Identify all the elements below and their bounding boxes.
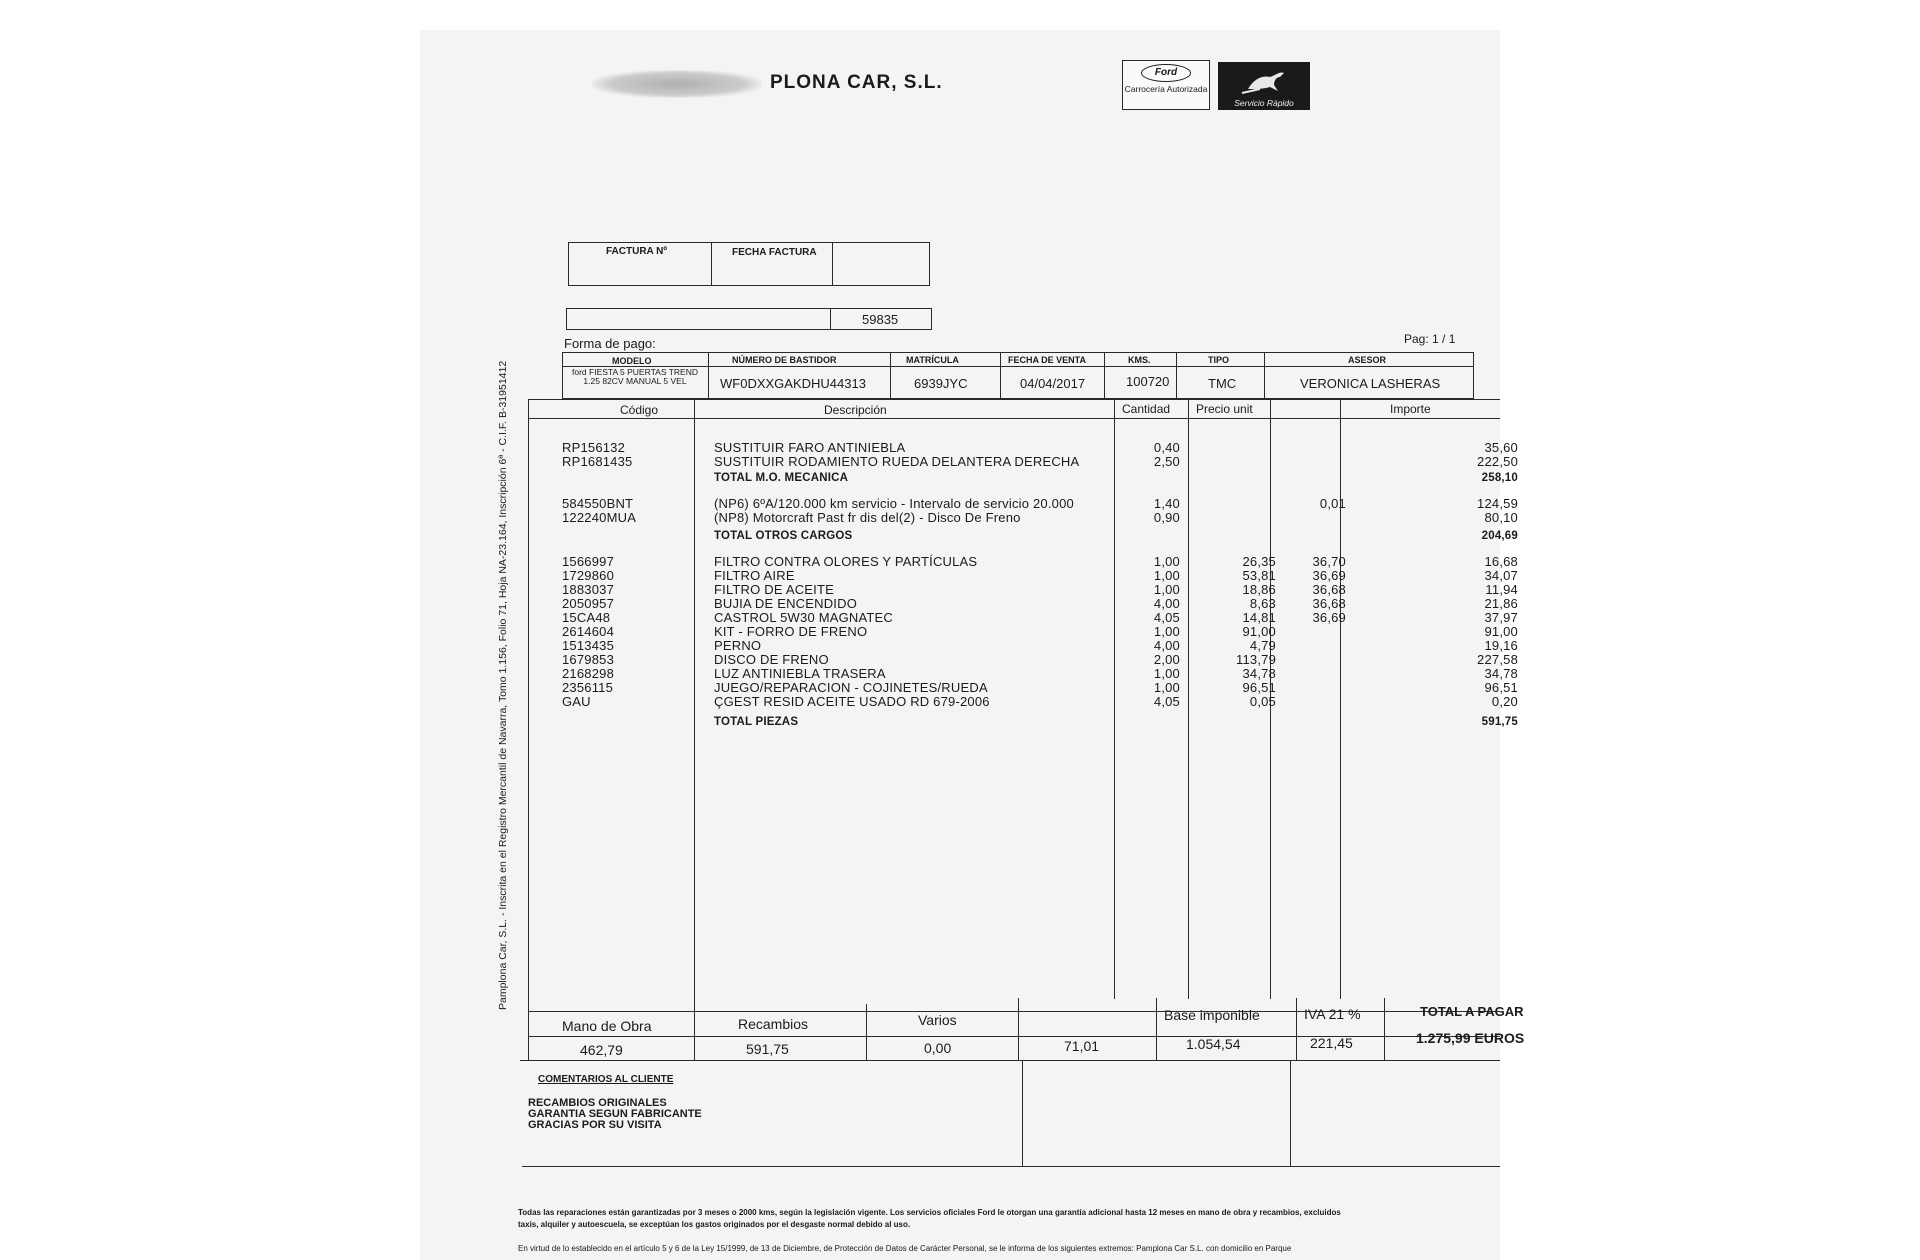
line-importe: 222,50 bbox=[1477, 454, 1518, 469]
line-importe: 35,60 bbox=[1484, 440, 1518, 455]
col-cantidad: Cantidad bbox=[1122, 402, 1171, 416]
line-precio: 0,05 bbox=[1249, 694, 1276, 709]
comments-bottom-line bbox=[522, 1166, 1500, 1167]
line-cantidad: 1,00 bbox=[1153, 624, 1180, 639]
tdiv6 bbox=[1296, 998, 1297, 1060]
line-precio: 34,78 bbox=[1242, 666, 1276, 681]
line-codigo: 1729860 bbox=[562, 568, 615, 583]
vehicle-fecha-venta: 04/04/2017 bbox=[1020, 376, 1086, 391]
line-importe: 34,07 bbox=[1484, 568, 1518, 583]
line-descripcion: (NP6) 6ºA/120.000 km servicio - Intervalo de servicio 20.000 bbox=[714, 496, 1074, 511]
comments-label: COMENTARIOS AL CLIENTE bbox=[538, 1074, 674, 1085]
recambios-value: 591,75 bbox=[746, 1041, 789, 1057]
header-kms: KMS. bbox=[1128, 355, 1151, 365]
line-descripcion: JUEGO/REPARACION - COJINETES/RUEDA bbox=[714, 680, 988, 695]
line-cantidad: 2,50 bbox=[1153, 454, 1180, 469]
line-cantidad: 1,00 bbox=[1153, 666, 1180, 681]
line-codigo: 2614604 bbox=[562, 624, 615, 639]
total-pagar-value: 1.275,99 EUROS bbox=[1416, 1030, 1525, 1046]
vehicle-header-line bbox=[562, 366, 1474, 367]
carroceria-label: Carrocería Autorizada bbox=[1124, 84, 1208, 94]
line-descripcion: TOTAL OTROS CARGOS bbox=[714, 530, 853, 542]
forma-pago-label: Forma de pago: bbox=[564, 336, 656, 351]
line-importe: 227,58 bbox=[1477, 652, 1518, 667]
line-precio: 8,63 bbox=[1249, 596, 1276, 611]
col-div-desc bbox=[1114, 399, 1115, 999]
line-descripcion: FILTRO CONTRA OLORES Y PARTÍCULAS bbox=[714, 554, 978, 569]
varios-value: 0,00 bbox=[924, 1040, 952, 1056]
line-cantidad: 4,05 bbox=[1153, 694, 1180, 709]
registry-side-text: Pamplona Car, S.L. - Inscrita en el Registro Mercantil de Navarra, Tomo 1.156, Folio 71, Hoja NA-23.164, Inscripción 6ª - C.I.F. B-31951412 bbox=[497, 360, 509, 1010]
col-precio: Precio unit bbox=[1196, 402, 1253, 416]
line-precio: 4,79 bbox=[1249, 638, 1276, 653]
factura-divider-1 bbox=[711, 242, 712, 286]
comment-line-2: GARANTIA SEGUN FABRICANTE bbox=[528, 1108, 702, 1120]
line-descripcion: CASTROL 5W30 MAGNATEC bbox=[714, 610, 894, 625]
comment-line-3: GRACIAS POR SU VISITA bbox=[528, 1119, 662, 1131]
vehicle-bastidor: WF0DXXGAKDHU44313 bbox=[720, 376, 866, 391]
line-descripcion: TOTAL M.O. MECANICA bbox=[714, 472, 849, 484]
line-importe: 21,86 bbox=[1484, 596, 1518, 611]
footer-line-3: En virtud de lo establecido en el artículo 5 y 6 de la Ley 15/1999, de 13 de Diciembre, de Protección de Datos de Carácter Personal, se le informa de los siguientes extremos: Pamplona Car S.L. con domicilio en Parque bbox=[518, 1244, 1292, 1253]
vehicle-modelo: ford FIESTA 5 PUERTAS TREND 1.25 82CV MANUAL 5 VEL bbox=[572, 367, 698, 386]
factura-label: FACTURA Nº bbox=[606, 246, 668, 257]
line-descripcion: SUSTITUIR RODAMIENTO RUEDA DELANTERA DERECHA bbox=[714, 454, 1080, 469]
line-codigo: GAU bbox=[562, 694, 591, 709]
line-dto: 0,01 bbox=[1319, 496, 1346, 511]
vehicle-tipo: TMC bbox=[1208, 376, 1237, 391]
line-cantidad: 0,40 bbox=[1153, 440, 1180, 455]
kangaroo-icon bbox=[1240, 67, 1290, 95]
factura-divider-2 bbox=[832, 242, 833, 286]
totals-mid-line bbox=[528, 1036, 1500, 1037]
tdiv3 bbox=[866, 1004, 867, 1060]
tdiv4 bbox=[1018, 998, 1019, 1060]
line-descripcion: ÇGEST RESID ACEITE USADO RD 679-2006 bbox=[714, 694, 990, 709]
comment-line-1: RECAMBIOS ORIGINALES bbox=[528, 1097, 667, 1109]
items-table bbox=[528, 399, 1500, 1011]
tdiv2 bbox=[694, 1011, 695, 1060]
line-codigo: 1566997 bbox=[562, 554, 615, 569]
vdiv6 bbox=[1264, 352, 1265, 399]
line-codigo: 15CA48 bbox=[562, 610, 611, 625]
line-precio: 18,86 bbox=[1242, 582, 1276, 597]
line-cantidad: 0,90 bbox=[1153, 510, 1180, 525]
ford-logo: Ford bbox=[1141, 64, 1191, 82]
line-dto: 36,69 bbox=[1312, 610, 1346, 625]
ford-carroceria-badge bbox=[1122, 60, 1210, 110]
col-div-cant bbox=[1188, 399, 1189, 999]
recambios-label: Recambios bbox=[738, 1016, 809, 1032]
line-codigo: 122240MUA bbox=[562, 510, 637, 525]
company-name: PLONA CAR, S.L. bbox=[770, 72, 943, 93]
col-codigo: Código bbox=[620, 403, 659, 417]
tdiv5 bbox=[1156, 998, 1157, 1060]
line-descripcion: FILTRO AIRE bbox=[714, 568, 795, 583]
line-descripcion: DISCO DE FRENO bbox=[714, 652, 829, 667]
header-tipo: TIPO bbox=[1208, 355, 1230, 365]
vdiv2 bbox=[890, 352, 891, 399]
invoice-code: 59835 bbox=[862, 312, 899, 327]
line-descripcion: (NP8) Motorcraft Past fr dis del(2) - Disco De Freno bbox=[714, 510, 1021, 525]
header-bastidor: NÚMERO DE BASTIDOR bbox=[732, 355, 837, 365]
line-precio: 113,79 bbox=[1236, 652, 1276, 667]
servicio-rapido-badge bbox=[1218, 62, 1310, 110]
line-descripcion: SUSTITUIR FARO ANTINIEBLA bbox=[714, 440, 906, 455]
header-asesor: ASESOR bbox=[1348, 355, 1387, 365]
line-importe: 91,00 bbox=[1484, 624, 1518, 639]
line-importe: 0,20 bbox=[1491, 694, 1518, 709]
line-codigo: 1513435 bbox=[562, 638, 615, 653]
line-cantidad: 1,00 bbox=[1153, 680, 1180, 695]
line-descripcion: TOTAL PIEZAS bbox=[714, 716, 799, 728]
line-descripcion: KIT - FORRO DE FRENO bbox=[714, 624, 868, 639]
tdiv7 bbox=[1384, 998, 1385, 1060]
total-pagar-label: TOTAL A PAGAR bbox=[1420, 1004, 1524, 1019]
line-importe: 80,10 bbox=[1484, 510, 1518, 525]
line-importe: 34,78 bbox=[1484, 666, 1518, 681]
base-imponible-value: 1.054,54 bbox=[1186, 1036, 1241, 1052]
line-cantidad: 1,40 bbox=[1153, 496, 1180, 511]
comments-div-1 bbox=[1022, 1060, 1023, 1166]
line-descripcion: FILTRO DE ACEITE bbox=[714, 582, 834, 597]
vdiv4 bbox=[1104, 352, 1105, 399]
header-modelo: MODELO bbox=[612, 356, 652, 366]
line-codigo: 2356115 bbox=[562, 680, 614, 695]
line-descripcion: PERNO bbox=[714, 638, 762, 653]
line-codigo: RP156132 bbox=[562, 440, 626, 455]
line-precio: 53,81 bbox=[1242, 568, 1276, 583]
otros-value: 71,01 bbox=[1064, 1038, 1100, 1054]
footer-line-2: taxis, alquiler y autoescuela, se exceptúan los gastos originados por el desgaste normal debido al uso. bbox=[518, 1220, 911, 1229]
code-divider bbox=[830, 308, 831, 330]
line-dto: 36,68 bbox=[1312, 596, 1346, 611]
mano-obra-label: Mano de Obra bbox=[562, 1018, 652, 1034]
base-imponible-label: Base imponible bbox=[1164, 1007, 1260, 1023]
line-codigo: 584550BNT bbox=[562, 496, 634, 511]
line-cantidad: 4,05 bbox=[1153, 610, 1180, 625]
comments-div-2 bbox=[1290, 1060, 1291, 1166]
line-codigo: 1679853 bbox=[562, 652, 615, 667]
line-importe: 124,59 bbox=[1477, 496, 1518, 511]
vehicle-kms: 100720 bbox=[1126, 374, 1170, 389]
page-number: Pag: 1 / 1 bbox=[1404, 332, 1456, 346]
iva-label: IVA 21 % bbox=[1304, 1006, 1361, 1022]
line-cantidad: 4,00 bbox=[1153, 638, 1180, 653]
tdiv1 bbox=[528, 1011, 529, 1060]
line-importe: 19,16 bbox=[1484, 638, 1518, 653]
vehicle-asesor: VERONICA LASHERAS bbox=[1300, 376, 1441, 391]
line-importe: 37,97 bbox=[1484, 610, 1518, 625]
line-importe: 591,75 bbox=[1481, 716, 1518, 728]
vdiv3 bbox=[1000, 352, 1001, 399]
header-fecha-venta: FECHA DE VENTA bbox=[1008, 355, 1087, 365]
line-importe: 96,51 bbox=[1484, 680, 1518, 695]
line-dto: 36,70 bbox=[1312, 554, 1346, 569]
col-div-codigo bbox=[694, 399, 695, 1011]
line-codigo: 2050957 bbox=[562, 596, 615, 611]
iva-value: 221,45 bbox=[1310, 1035, 1353, 1051]
ford-logo-smudge bbox=[592, 70, 762, 98]
line-dto: 36,68 bbox=[1312, 582, 1346, 597]
col-importe: Importe bbox=[1390, 402, 1431, 416]
line-cantidad: 4,00 bbox=[1153, 596, 1180, 611]
fecha-factura-label: FECHA FACTURA bbox=[732, 247, 817, 258]
line-codigo: 2168298 bbox=[562, 666, 615, 681]
line-precio: 91,00 bbox=[1242, 624, 1276, 639]
line-cantidad: 1,00 bbox=[1153, 582, 1180, 597]
line-precio: 14,81 bbox=[1242, 610, 1276, 625]
line-descripcion: LUZ ANTINIEBLA TRASERA bbox=[714, 666, 886, 681]
col-descripcion: Descripción bbox=[824, 403, 887, 417]
mano-obra-value: 462,79 bbox=[580, 1042, 623, 1058]
totals-bottom-line bbox=[520, 1060, 1500, 1061]
col-div-dto bbox=[1340, 399, 1341, 999]
servicio-rapido-label: Servicio Rápido bbox=[1234, 98, 1294, 108]
vdiv5 bbox=[1176, 352, 1177, 399]
line-importe: 16,68 bbox=[1484, 554, 1518, 569]
items-header-line bbox=[528, 418, 1500, 419]
varios-label: Varios bbox=[918, 1012, 957, 1028]
vdiv1 bbox=[708, 352, 709, 399]
line-precio: 96,51 bbox=[1242, 680, 1276, 695]
line-codigo: 1883037 bbox=[562, 582, 615, 597]
line-precio: 26,35 bbox=[1242, 554, 1276, 569]
footer-line-1: Todas las reparaciones están garantizadas por 3 meses o 2000 kms, según la legislación vigente. Los servicios oficiales Ford le otorgan una garantía adicional hasta 12 meses en mano de obra y recambios, excluidos bbox=[518, 1208, 1341, 1217]
header-matricula: MATRÍCULA bbox=[906, 355, 959, 365]
line-cantidad: 1,00 bbox=[1153, 554, 1180, 569]
vehicle-matricula: 6939JYC bbox=[914, 376, 968, 391]
line-cantidad: 2,00 bbox=[1153, 652, 1180, 667]
line-dto: 36,69 bbox=[1312, 568, 1346, 583]
line-importe: 11,94 bbox=[1485, 582, 1518, 597]
line-cantidad: 1,00 bbox=[1153, 568, 1180, 583]
line-codigo: RP1681435 bbox=[562, 454, 633, 469]
line-importe: 258,10 bbox=[1481, 472, 1518, 484]
line-descripcion: BUJIA DE ENCENDIDO bbox=[714, 596, 858, 611]
line-importe: 204,69 bbox=[1481, 530, 1518, 542]
